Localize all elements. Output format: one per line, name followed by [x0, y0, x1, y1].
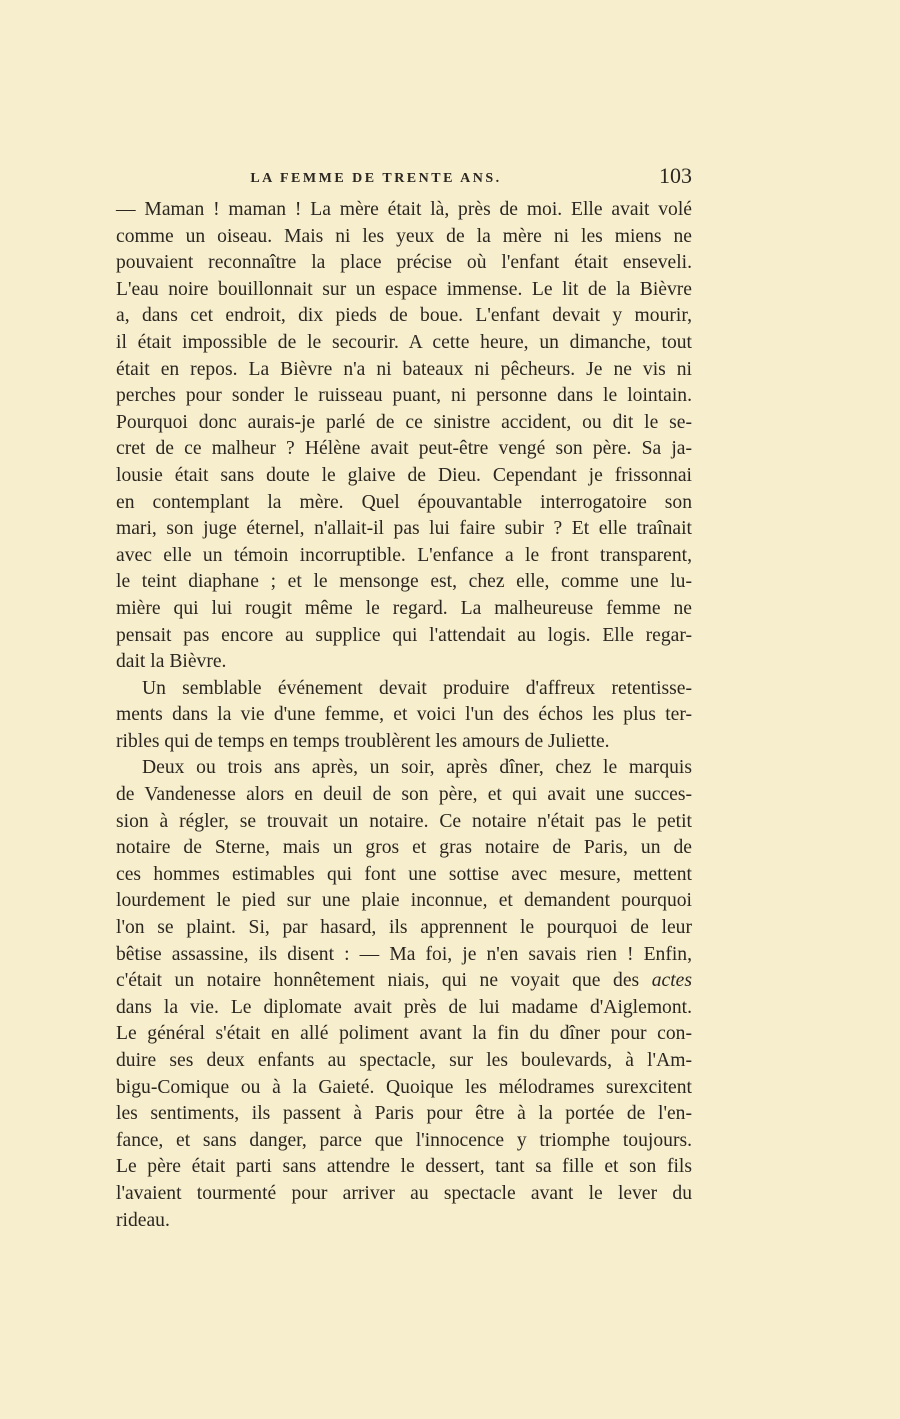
text-line: lourdement le pied sur une plaie inconnue, et demandent pourquoi: [116, 890, 692, 912]
paragraph: [116, 676, 692, 756]
text-line: Pourquoi donc aurais-je parlé de ce sinistre accident, ou dit le se-: [116, 411, 692, 433]
text-line: ribles qui de temps en temps troublèrent les amours de Juliette.: [116, 730, 610, 752]
text-line: comme un oiseau. Mais ni les yeux de la mère ni les miens ne: [116, 225, 692, 247]
page-number: 103: [659, 163, 692, 188]
text-line: le teint diaphane ; et le mensonge est, chez elle, comme une lu-: [116, 571, 692, 593]
text-line: Le père était parti sans attendre le dessert, tant sa fille et son fils: [116, 1156, 692, 1178]
body-text: [116, 197, 692, 1234]
text-line: bêtise assassine, ils disent : — Ma foi, je n'en savais rien ! Enfin,: [116, 943, 692, 965]
text-line: perches pour sonder le ruisseau puant, ni personne dans le lointain.: [116, 385, 692, 407]
text-line: sion à régler, se trouvait un notaire. Ce notaire n'était pas le petit: [116, 810, 692, 832]
text-line: bigu-Comique ou à la Gaieté. Quoique les mélodrames surexcitent: [116, 1076, 692, 1098]
text-line: l'avaient tourmenté pour arriver au spectacle avant le lever du: [116, 1182, 692, 1204]
text-line: était en repos. La Bièvre n'a ni bateaux ni pêcheurs. Je ne vis ni: [116, 358, 692, 380]
text-line: de Vandenesse alors en deuil de son père, et qui avait une succes-: [116, 784, 692, 806]
text-line: cret de ce malheur ? Hélène avait peut-être vengé son père. Sa ja-: [116, 438, 692, 460]
text-segment: c'était un notaire honnêtement niais, qui ne voyait que des: [116, 970, 652, 992]
text-line: dait la Bièvre.: [116, 651, 227, 673]
text-line: ces hommes estimables qui font une sottise avec mesure, mettent: [116, 863, 692, 885]
text-line: pouvaient reconnaître la place précise où l'enfant était enseveli.: [116, 252, 692, 274]
text-line: duire ses deux enfants au spectacle, sur les boulevards, à l'Am-: [116, 1050, 692, 1071]
text-line: mari, son juge éternel, n'allait-il pas lui faire subir ? Et elle traînait: [116, 518, 692, 540]
text-line: Le général s'était en allé poliment avant la fin du dîner pour con-: [116, 1023, 692, 1045]
paragraph: [116, 197, 692, 676]
running-title: LA FEMME DE TRENTE ANS.: [250, 171, 502, 186]
text-line: en contemplant la mère. Quel épouvantable interrogatoire son: [116, 491, 692, 513]
text-line: notaire de Sterne, mais un gros et gras notaire de Paris, un de: [116, 837, 692, 859]
text-line: pensait pas encore au supplice qui l'attendait au logis. Elle regar-: [116, 624, 692, 646]
text-line: a, dans cet endroit, dix pieds de boue. L'enfant devait y mourir,: [116, 305, 692, 327]
text-line: les sentiments, ils passent à Paris pour être à la portée de l'en-: [116, 1103, 692, 1125]
page-header: [116, 163, 692, 191]
text-line: Un semblable événement devait produire d'affreux retentisse-: [142, 677, 692, 699]
text-line: l'on se plaint. Si, par hasard, ils apprennent le pourquoi de leur: [116, 917, 692, 939]
text-line: fance, et sans danger, parce que l'innocence y triomphe toujours.: [116, 1129, 692, 1151]
text-line: ments dans la vie d'une femme, et voici l'un des échos les plus ter-: [116, 704, 692, 726]
text-line: avec elle un témoin incorruptible. L'enfance a le front transparent,: [116, 544, 692, 566]
italic-word: actes: [651, 970, 692, 992]
text-line: [116, 968, 692, 995]
text-line: mière qui lui rougit même le regard. La malheureuse femme ne: [116, 597, 692, 619]
text-line: rideau.: [116, 1209, 170, 1231]
text-line: il était impossible de le secourir. A cette heure, un dimanche, tout: [116, 331, 692, 353]
text-line: — Maman ! maman ! La mère était là, près de moi. Elle avait volé: [116, 199, 692, 220]
text-line: Deux ou trois ans après, un soir, après dîner, chez le marquis: [142, 757, 692, 779]
text-line: dans la vie. Le diplomate avait près de lui madame d'Aiglemont.: [116, 996, 692, 1018]
text-line: L'eau noire bouillonnait sur un espace immense. Le lit de la Bièvre: [116, 278, 692, 300]
paragraph: [116, 755, 692, 1234]
text-line: lousie était sans doute le glaive de Dieu. Cependant je frissonnai: [116, 464, 692, 486]
